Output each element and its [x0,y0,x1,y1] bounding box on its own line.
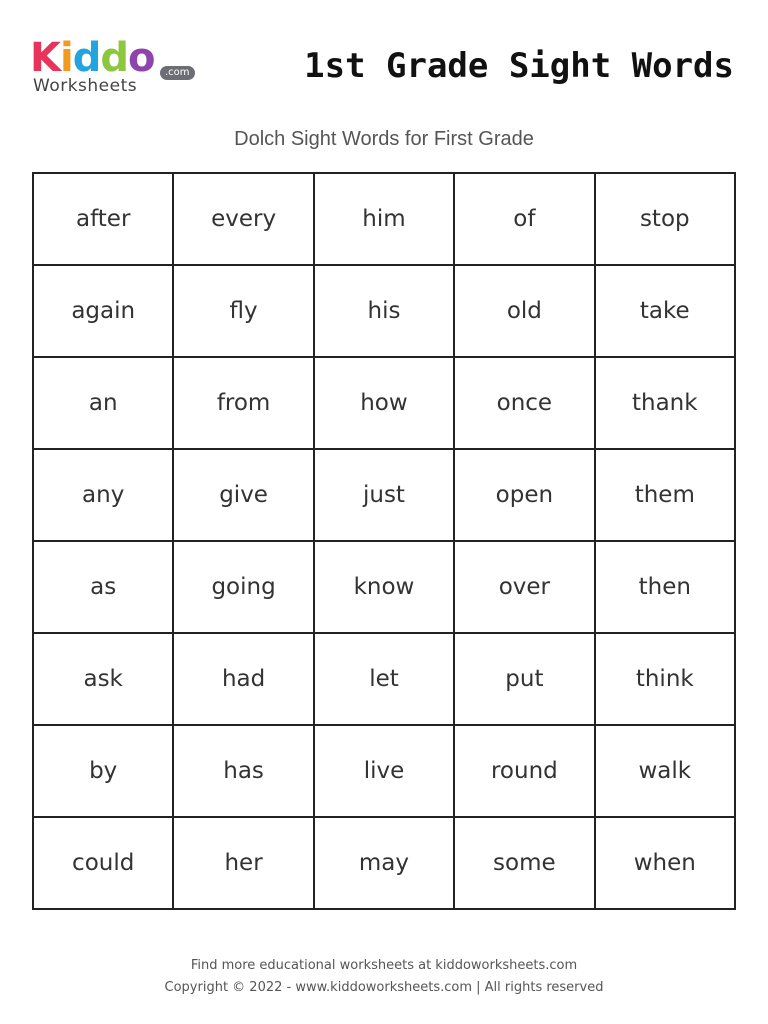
table-row [33,817,735,909]
word-cell: of [454,173,594,265]
word-cell: his [314,265,454,357]
logo-letter: d [72,35,101,81]
word-cell: put [454,633,594,725]
word-cell: then [595,541,735,633]
page-title: 1st Grade Sight Words [304,46,734,86]
word-cell: walk [595,725,735,817]
word-cell: some [454,817,594,909]
word-cell: take [595,265,735,357]
word-cell: let [314,633,454,725]
table-row [33,357,735,449]
table-row [33,449,735,541]
word-cell: by [33,725,173,817]
footer-promo: Find more educational worksheets at kiddoworksheets.com [190,958,578,973]
word-cell: how [314,357,454,449]
page-subtitle: Dolch Sight Words for First Grade [234,128,534,150]
word-cell: once [454,357,594,449]
word-cell: just [314,449,454,541]
word-cell: every [173,173,313,265]
word-cell: over [454,541,594,633]
word-cell: live [314,725,454,817]
table-row [33,265,735,357]
logo-badge: .com [160,66,195,80]
word-cell: fly [173,265,313,357]
word-cell: has [173,725,313,817]
word-cell: had [173,633,313,725]
word-cell: from [173,357,313,449]
table-row [33,633,735,725]
word-cell: give [173,449,313,541]
footer-copyright: Copyright © 2022 - www.kiddoworksheets.com | All rights reserved [164,980,604,995]
word-cell: ask [33,633,173,725]
logo-letter: K [30,35,60,81]
logo-subtext: Worksheets [33,76,138,96]
word-cell: going [173,541,313,633]
word-cell: after [33,173,173,265]
word-cell: him [314,173,454,265]
sight-words-table [32,172,736,910]
word-cell: think [595,633,735,725]
word-cell: open [454,449,594,541]
word-cell: stop [595,173,735,265]
logo-letter: o [128,35,155,81]
word-cell: again [33,265,173,357]
word-cell: an [33,357,173,449]
word-cell: them [595,449,735,541]
word-cell: may [314,817,454,909]
logo-wordmark [30,36,154,80]
word-cell: any [33,449,173,541]
word-cell: know [314,541,454,633]
logo-letter: d [100,35,128,81]
word-cell: round [454,725,594,817]
word-cell: thank [595,357,735,449]
table-row [33,725,735,817]
word-cell: as [33,541,173,633]
kiddo-logo [30,36,200,100]
logo-letter: i [60,35,73,81]
word-cell: when [595,817,735,909]
word-cell: old [454,265,594,357]
table-row [33,541,735,633]
table-row [33,173,735,265]
word-cell: could [33,817,173,909]
word-cell: her [173,817,313,909]
